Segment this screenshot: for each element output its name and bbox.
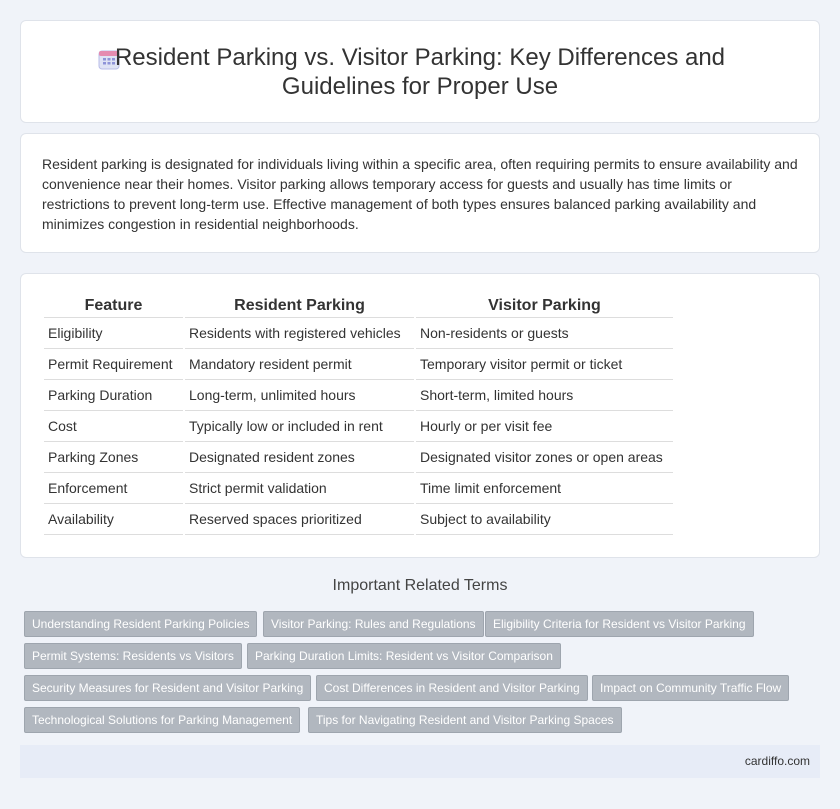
resident-cell: Mandatory resident permit — [185, 349, 414, 380]
related-tag[interactable]: Tips for Navigating Resident and Visitor Parking Spaces — [308, 707, 622, 733]
related-tag[interactable]: Parking Duration Limits: Resident vs Visitor Comparison — [247, 643, 561, 669]
visitor-cell: Temporary visitor permit or ticket — [416, 349, 673, 380]
comparison-card — [20, 273, 820, 558]
footer — [20, 745, 820, 778]
visitor-cell: Subject to availability — [416, 504, 673, 535]
table-row — [44, 473, 673, 504]
resident-cell: Designated resident zones — [185, 442, 414, 473]
visitor-cell: Designated visitor zones or open areas — [416, 442, 673, 473]
table-row — [44, 442, 673, 473]
resident-cell: Long-term, unlimited hours — [185, 380, 414, 411]
resident-cell: Residents with registered vehicles — [185, 318, 414, 349]
related-tag[interactable]: Permit Systems: Residents vs Visitors — [24, 643, 242, 669]
resident-cell: Strict permit validation — [185, 473, 414, 504]
table-row — [44, 318, 673, 349]
table-row — [44, 349, 673, 380]
header-feature: Feature — [44, 295, 183, 318]
footer-brand[interactable]: cardiffo.com — [744, 754, 810, 768]
feature-cell: Permit Requirement — [44, 349, 183, 380]
related-tag[interactable]: Visitor Parking: Rules and Regulations — [263, 611, 484, 637]
related-tag[interactable]: Impact on Community Traffic Flow — [592, 675, 789, 701]
feature-cell: Cost — [44, 411, 183, 442]
intro-text: Resident parking is designated for individuals living within a specific area, often requiring permits to ensure availability and convenience near their homes. Visitor parking allows temporary access for guests and usually has time limits or restrictions to prevent long-term use. Effective management of both types ensures balanced parking availability and minimizes congestion in residential neighborhoods. — [42, 156, 798, 232]
related-tag[interactable]: Eligibility Criteria for Resident vs Visitor Parking — [485, 611, 754, 637]
resident-cell: Reserved spaces prioritized — [185, 504, 414, 535]
related-tag[interactable]: Understanding Resident Parking Policies — [24, 611, 257, 637]
header-card — [20, 20, 820, 123]
feature-cell: Parking Zones — [44, 442, 183, 473]
feature-cell: Eligibility — [44, 318, 183, 349]
comparison-table — [42, 295, 675, 535]
table-header-row — [44, 295, 673, 318]
feature-cell: Parking Duration — [44, 380, 183, 411]
resident-cell: Typically low or included in rent — [185, 411, 414, 442]
visitor-cell: Hourly or per visit fee — [416, 411, 673, 442]
page-title: Resident Parking vs. Visitor Parking: Key Differences and Guidelines for Proper Use — [114, 44, 726, 100]
related-terms-title: Important Related Terms — [332, 577, 508, 594]
intro-card — [20, 133, 820, 253]
feature-cell: Enforcement — [44, 473, 183, 504]
visitor-cell: Short-term, limited hours — [416, 380, 673, 411]
header-visitor: Visitor Parking — [416, 295, 673, 318]
visitor-cell: Time limit enforcement — [416, 473, 673, 504]
table-row — [44, 504, 673, 535]
feature-cell: Availability — [44, 504, 183, 535]
related-tag[interactable]: Technological Solutions for Parking Management — [24, 707, 300, 733]
table-row — [44, 380, 673, 411]
header-resident: Resident Parking — [185, 295, 414, 318]
related-tag[interactable]: Security Measures for Resident and Visitor Parking — [24, 675, 311, 701]
related-tag[interactable]: Cost Differences in Resident and Visitor Parking — [316, 675, 588, 701]
table-row — [44, 411, 673, 442]
visitor-cell: Non-residents or guests — [416, 318, 673, 349]
